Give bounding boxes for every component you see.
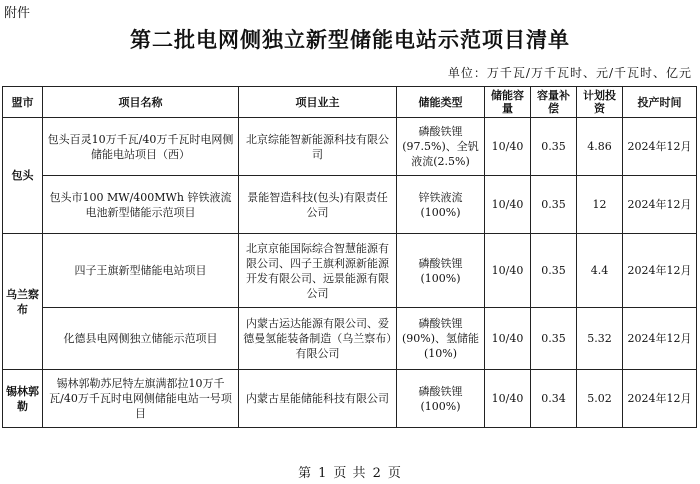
capacity-cell: 10/40 [485, 234, 531, 308]
header-city: 盟市 [3, 87, 43, 118]
compensation-cell: 0.35 [531, 308, 577, 370]
investment-cell: 5.32 [577, 308, 623, 370]
storage-type-cell: 磷酸铁锂(100%) [397, 234, 485, 308]
header-commissioning: 投产时间 [623, 87, 697, 118]
compensation-cell: 0.35 [531, 118, 577, 176]
table-row [3, 118, 697, 176]
commissioning-cell: 2024年12月 [623, 370, 697, 428]
storage-type-cell: 磷酸铁锂(97.5%)、全钒液流(2.5%) [397, 118, 485, 176]
owner-cell: 内蒙古运达能源有限公司、爱德曼氢能装备制造（乌兰察布）有限公司 [239, 308, 397, 370]
storage-type-cell: 磷酸铁锂(100%) [397, 370, 485, 428]
capacity-cell: 10/40 [485, 118, 531, 176]
city-cell-baotou: 包头 [3, 118, 43, 234]
header-owner: 项目业主 [239, 87, 397, 118]
storage-type-cell: 磷酸铁锂(90%)、氢储能(10%) [397, 308, 485, 370]
page-total: 2 [372, 466, 382, 481]
city-cell-xilingol: 锡林郭勒 [3, 370, 43, 428]
attachment-label: 附件 [4, 6, 31, 21]
project-table [2, 86, 697, 428]
project-name-cell: 化德县电网侧独立储能示范项目 [43, 308, 239, 370]
owner-cell: 北京京能国际综合智慧能源有限公司、四子王旗利源新能源开发有限公司、远景能源有限公司 [239, 234, 397, 308]
page-middle: 页 共 [333, 466, 367, 481]
page-current: 1 [318, 466, 328, 481]
investment-cell: 4.86 [577, 118, 623, 176]
owner-cell: 北京综能智新能源科技有限公司 [239, 118, 397, 176]
document-title: 第二批电网侧独立新型储能电站示范项目清单 [130, 28, 570, 52]
project-name-cell: 锡林郭勒苏尼特左旗满都拉10万千瓦/40万千瓦时电网侧储能电站一号项目 [43, 370, 239, 428]
header-capacity: 储能容量 [485, 87, 531, 118]
table-header-row [3, 87, 697, 118]
commissioning-cell: 2024年12月 [623, 234, 697, 308]
header-compensation: 容量补偿 [531, 87, 577, 118]
commissioning-cell: 2024年12月 [623, 308, 697, 370]
project-name-cell: 包头百灵10万千瓦/40万千瓦时电网侧储能电站项目（西） [43, 118, 239, 176]
compensation-cell: 0.35 [531, 234, 577, 308]
page-footer [0, 462, 700, 481]
compensation-cell: 0.35 [531, 176, 577, 234]
unit-note: 单位：万千瓦/万千瓦时、元/千瓦时、亿元 [447, 66, 692, 80]
investment-cell: 5.02 [577, 370, 623, 428]
header-project-name: 项目名称 [43, 87, 239, 118]
investment-cell: 4.4 [577, 234, 623, 308]
capacity-cell: 10/40 [485, 370, 531, 428]
capacity-cell: 10/40 [485, 176, 531, 234]
commissioning-cell: 2024年12月 [623, 118, 697, 176]
storage-type-cell: 锌铁液流(100%) [397, 176, 485, 234]
project-name-cell: 四子王旗新型储能电站项目 [43, 234, 239, 308]
owner-cell: 内蒙古星能储能科技有限公司 [239, 370, 397, 428]
page-prefix: 第 [298, 466, 313, 481]
header-storage-type: 储能类型 [397, 87, 485, 118]
commissioning-cell: 2024年12月 [623, 176, 697, 234]
project-name-cell: 包头市100 MW/400MWh 锌铁液流电池新型储能示范项目 [43, 176, 239, 234]
compensation-cell: 0.34 [531, 370, 577, 428]
table-row [3, 176, 697, 234]
table-row [3, 234, 697, 308]
investment-cell: 12 [577, 176, 623, 234]
header-investment: 计划投资 [577, 87, 623, 118]
table-row [3, 370, 697, 428]
capacity-cell: 10/40 [485, 308, 531, 370]
owner-cell: 景能智造科技(包头)有限责任公司 [239, 176, 397, 234]
city-cell-wulanchabu: 乌兰察布 [3, 234, 43, 370]
table-row [3, 308, 697, 370]
page-suffix: 页 [387, 466, 402, 481]
